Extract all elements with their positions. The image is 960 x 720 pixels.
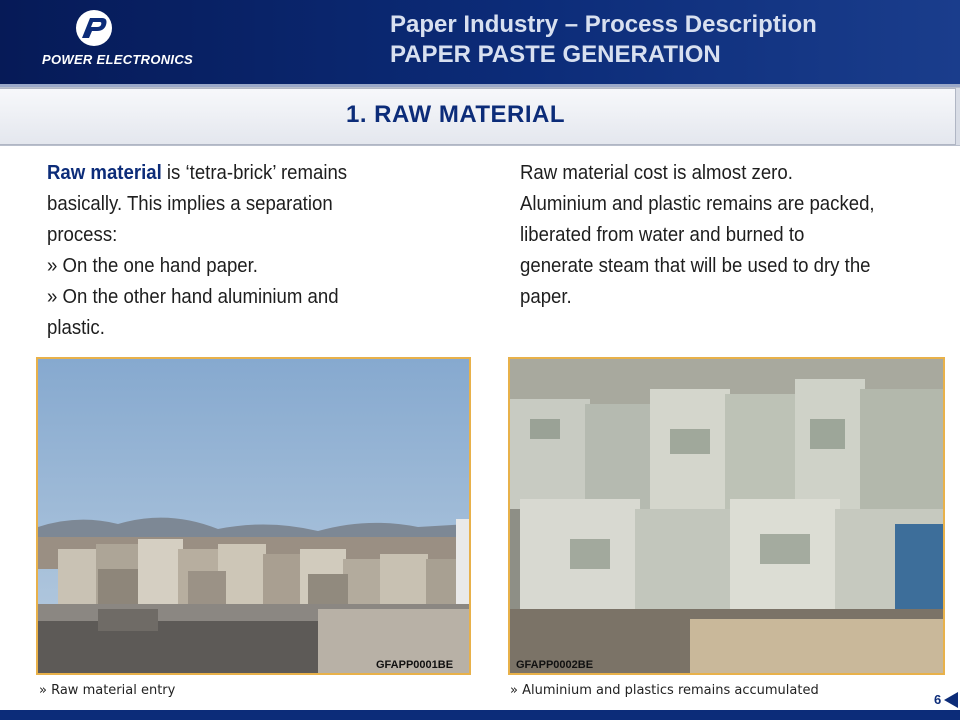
right-text-block <box>520 158 883 313</box>
section-box <box>0 88 956 145</box>
left-text-block <box>47 158 400 344</box>
bullet-paper: » On the one hand paper. <box>47 255 258 277</box>
photo-raw-material-entry <box>36 357 471 675</box>
caption-aluminium-plastics: » Aluminium and plastics remains accumulated <box>510 683 819 698</box>
raw-material-highlight: Raw material <box>47 162 162 184</box>
caption-raw-material-entry: » Raw material entry <box>39 683 176 698</box>
bullet-aluminium-plastic: » On the other hand aluminium and plastic. <box>47 286 339 339</box>
title-line-1: Paper Industry – Process Description <box>390 11 817 38</box>
right-paragraph: Raw material cost is almost zero. Aluminium and plastic remains are packed, liberated from water and burned to generate steam that will be used to dry the paper. <box>520 162 875 308</box>
slide-title <box>390 10 817 70</box>
title-line-2: PAPER PASTE GENERATION <box>390 41 721 68</box>
photo-aluminium-plastics <box>508 357 945 675</box>
page-number: 6 <box>934 692 942 707</box>
photo-code-right: GFAPP0002BE <box>516 659 594 671</box>
section-banner <box>0 87 960 146</box>
photo-code-left: GFAPP0001BE <box>376 659 454 671</box>
logo-mark-icon <box>68 8 120 48</box>
power-electronics-logo <box>42 8 242 68</box>
footer-bar <box>0 710 960 720</box>
raw-material-entry-image <box>38 359 469 673</box>
aluminium-plastics-image <box>510 359 943 673</box>
section-title: 1. RAW MATERIAL <box>346 101 566 128</box>
brand-name: POWER ELECTRONICS <box>42 52 193 67</box>
left-text-intro: is ‘tetra-brick’ remains basically. This implies a separation process: <box>47 162 348 246</box>
header-bar <box>0 0 960 84</box>
previous-page-arrow-icon[interactable] <box>944 692 958 708</box>
